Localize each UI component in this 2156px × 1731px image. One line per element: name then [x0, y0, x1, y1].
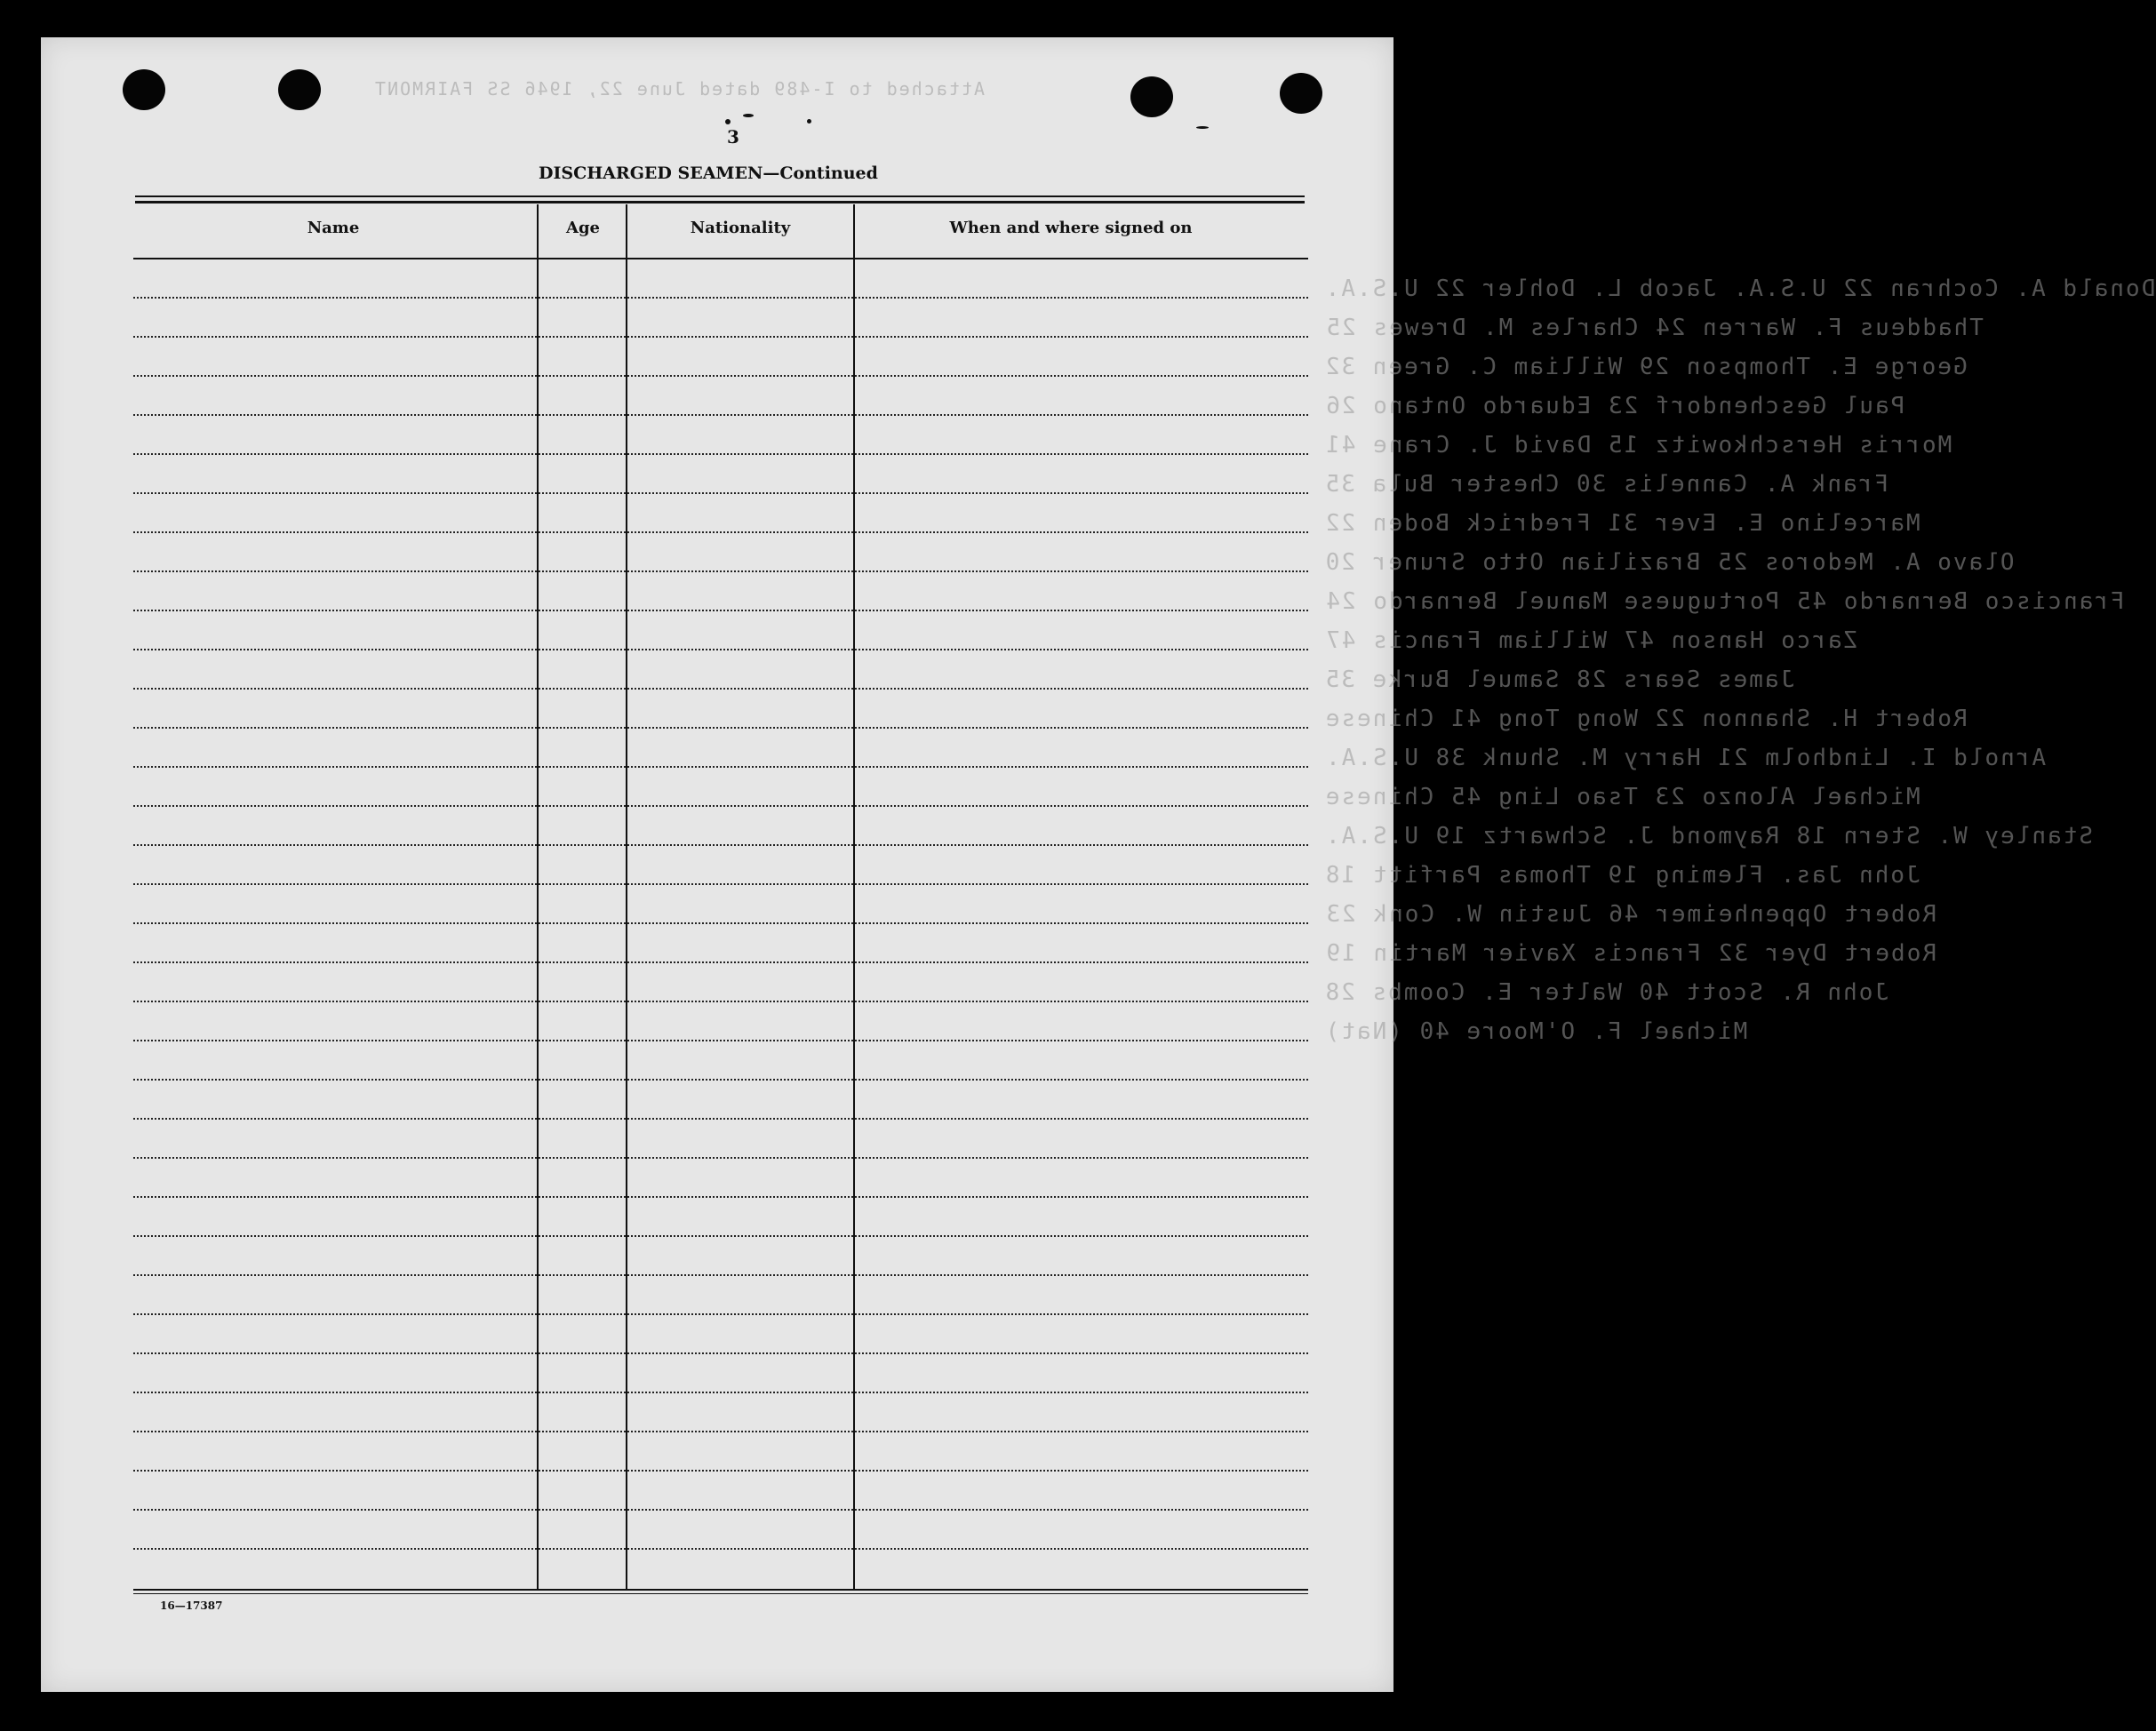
title-text: DISCHARGED SEAMEN [539, 164, 763, 183]
ruled-line [133, 883, 1308, 885]
ruled-line [133, 1157, 1308, 1159]
ruled-line [133, 531, 1308, 533]
ink-speck [725, 119, 731, 124]
bleed-through-line: Olavo A. Medoros 25 Brazilian Otto Sruner 20 [1324, 549, 2015, 576]
ruled-line [133, 1079, 1308, 1081]
bottom-rule-second [133, 1593, 1308, 1594]
ruled-line [133, 805, 1308, 807]
ink-speck [743, 114, 754, 117]
bleed-through-line: Paul Geschendorf 23 Eduardo Ontano 26 [1324, 393, 1905, 419]
ruled-line [133, 844, 1308, 846]
ruled-line [133, 1548, 1308, 1550]
form-number: 16—17387 [160, 1599, 223, 1612]
title-suffix: —Continued [763, 164, 878, 183]
ruled-line [133, 961, 1308, 963]
bleed-through-line: Thaddeus F. Warren 24 Charles M. Drewes 25 [1324, 315, 1984, 341]
ruled-line [133, 492, 1308, 494]
ruled-line [133, 1352, 1308, 1354]
ruled-line [133, 688, 1308, 690]
bleed-through-header: Attached to I-489 dated June 22, 1946 SS FAIRMONT [373, 78, 986, 100]
punch-hole [1280, 73, 1322, 114]
bleed-through-line: Arnold I. Lindholm 21 Harry M. Shunk 38 U.S.A. [1324, 745, 2047, 771]
punch-hole [1130, 76, 1173, 117]
ruled-line [133, 766, 1308, 768]
ruled-line [133, 649, 1308, 650]
ruled-line [133, 297, 1308, 299]
ruled-line [133, 453, 1308, 455]
bleed-through-line: John R. Scott 40 Walter E. Coombs 28 [1324, 979, 1889, 1006]
header-bottom-rule [133, 258, 1308, 259]
ruled-line [133, 922, 1308, 924]
ruled-line [133, 1118, 1308, 1120]
ink-speck [807, 119, 811, 124]
ruled-line [133, 1470, 1308, 1472]
ruled-line [133, 1392, 1308, 1393]
ruled-line [133, 1274, 1308, 1276]
ruled-line [133, 1040, 1308, 1041]
column-header-nationality: Nationality [690, 219, 791, 237]
page-number: 3 [727, 126, 739, 148]
ruled-line [133, 1001, 1308, 1002]
ink-speck [1196, 126, 1209, 129]
ruled-line [133, 570, 1308, 572]
column-divider [853, 204, 855, 1591]
ruled-line [133, 610, 1308, 611]
ruled-line [133, 336, 1308, 338]
ruled-line [133, 1196, 1308, 1198]
page-title [539, 164, 878, 183]
bleed-through-line: Stanley W. Stern 18 Raymond J. Schwartz 19 U.S.A. [1324, 823, 2094, 850]
bleed-through-line: Michael F. O'Moore 40 (Nat) [1324, 1018, 1748, 1045]
bottom-rule [133, 1589, 1308, 1591]
ruled-line [133, 375, 1308, 377]
ruled-line [133, 1235, 1308, 1237]
column-header-name: Name [307, 219, 360, 237]
top-rule [135, 195, 1305, 197]
bleed-through-line: John Jas. Fleming 19 Thomas Parfitt 18 [1324, 862, 1920, 889]
column-divider [626, 204, 627, 1591]
bleed-through-line: James Sears 28 Samuel Burke 35 [1324, 666, 1795, 693]
punch-hole [278, 69, 321, 110]
ruled-line [133, 727, 1308, 729]
bleed-through-line: Morris Herschkowitz 15 David J. Crane 41 [1324, 432, 1952, 459]
ruled-line [133, 1431, 1308, 1432]
punch-hole [123, 69, 165, 110]
bleed-through-line: Donald A. Cochran 22 U.S.A. Jacob L. Dohler 22 U.S.A. [1324, 275, 2156, 302]
bleed-through-line: Frank A. Cannelis 30 Chester Bula 35 [1324, 471, 1889, 498]
column-header-age: Age [565, 219, 600, 237]
document-page [41, 37, 1393, 1692]
bleed-through-line: Francisco Bernardo 45 Portuguese Manuel Bernardo 24 [1324, 588, 2125, 615]
bleed-through-line: Robert Dyer 32 Francis Xavier Martin 19 [1324, 940, 1936, 967]
column-header-signed-on: When and where signed on [949, 219, 1193, 237]
bleed-through-line: George E. Thompson 29 William C. Green 32 [1324, 354, 1968, 380]
bleed-through-line: Marcelino E. Ever 31 Fredrick Boden 22 [1324, 510, 1920, 537]
bleed-through-line: Robert Oppenheimer 46 Justin W. Conk 23 [1324, 901, 1936, 928]
ruled-line [133, 1313, 1308, 1315]
ruled-line [133, 1509, 1308, 1511]
top-rule-second [135, 201, 1305, 203]
bleed-through-line: Robert H. Shannon 22 Wong Tong 41 Chinese [1324, 706, 1968, 732]
ruled-line [133, 414, 1308, 416]
column-divider [537, 204, 539, 1591]
bleed-through-line: Michael Alonzo 23 Tsao Ling 45 Chinese [1324, 784, 1920, 810]
bleed-through-line: Zarco Hanson 47 William Francis 47 [1324, 627, 1858, 654]
